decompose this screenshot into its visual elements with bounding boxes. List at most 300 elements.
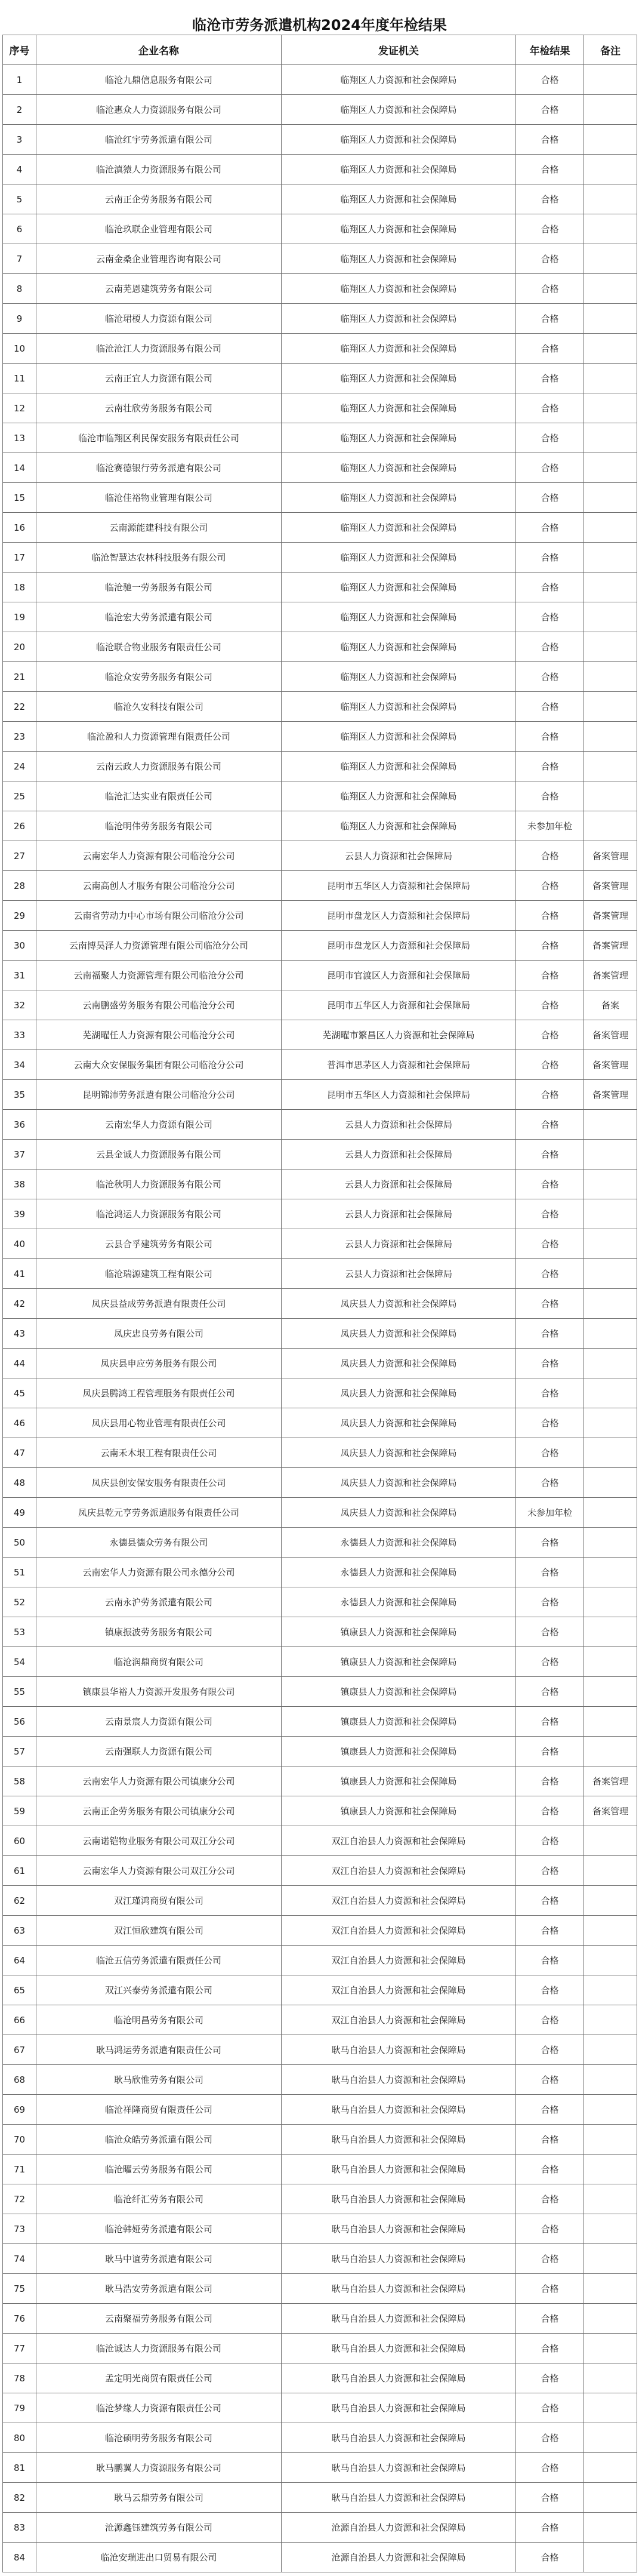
inspection-result: 合格	[516, 1140, 584, 1169]
table-row	[3, 1826, 637, 1856]
row-index: 4	[3, 155, 36, 184]
table-row	[3, 1378, 637, 1408]
remarks	[584, 423, 637, 453]
remarks: 备案管理	[584, 931, 637, 961]
inspection-result: 合格	[516, 901, 584, 931]
inspection-result: 合格	[516, 692, 584, 722]
remarks	[584, 513, 637, 543]
row-index: 46	[3, 1408, 36, 1438]
table-row	[3, 1229, 637, 1259]
issuing-authority: 耿马自治县人力资源和社会保障局	[282, 2244, 516, 2274]
issuing-authority: 临翔区人力资源和社会保障局	[282, 155, 516, 184]
issuing-authority: 镇康县人力资源和社会保障局	[282, 1617, 516, 1647]
remarks	[584, 573, 637, 602]
table-row	[3, 871, 637, 901]
row-index: 3	[3, 125, 36, 155]
table-row	[3, 2513, 637, 2543]
issuing-authority: 沧源自治县人力资源和社会保障局	[282, 2513, 516, 2543]
inspection-result: 合格	[516, 1259, 584, 1289]
remarks	[584, 184, 637, 214]
company-name: 云南省劳动力中心市场有限公司临沧分公司	[36, 901, 282, 931]
table-row	[3, 95, 637, 125]
table-row	[3, 781, 637, 811]
table-row	[3, 1020, 637, 1050]
row-index: 22	[3, 692, 36, 722]
table-row	[3, 2304, 637, 2334]
remarks	[584, 2125, 637, 2155]
remarks	[584, 1498, 637, 1528]
company-name: 云南正企劳务服务有限公司镇康分公司	[36, 1796, 282, 1826]
remarks	[584, 632, 637, 662]
table-row	[3, 1259, 637, 1289]
company-name: 临沧纤汇劳务有限公司	[36, 2184, 282, 2214]
remarks: 备案管理	[584, 901, 637, 931]
company-name: 云南宏华人力资源有限公司镇康分公司	[36, 1766, 282, 1796]
row-index: 47	[3, 1438, 36, 1468]
issuing-authority: 镇康县人力资源和社会保障局	[282, 1737, 516, 1766]
company-name: 临沧惠众人力资源服务有限公司	[36, 95, 282, 125]
inspection-result: 合格	[516, 2065, 584, 2095]
remarks	[584, 1408, 637, 1438]
issuing-authority: 芜湖曜市繁昌区人力资源和社会保障局	[282, 1020, 516, 1050]
row-index: 7	[3, 244, 36, 274]
row-index: 59	[3, 1796, 36, 1826]
inspection-result: 合格	[516, 1020, 584, 1050]
row-index: 58	[3, 1766, 36, 1796]
row-index: 33	[3, 1020, 36, 1050]
issuing-authority: 凤庆县人力资源和社会保障局	[282, 1378, 516, 1408]
inspection-result: 合格	[516, 244, 584, 274]
row-index: 83	[3, 2513, 36, 2543]
inspection-result: 合格	[516, 543, 584, 573]
company-name: 临沧久安科技有限公司	[36, 692, 282, 722]
company-name: 临沧硕明劳务服务有限公司	[36, 2423, 282, 2453]
table-row	[3, 2423, 637, 2453]
company-name: 云南景宸人力资源有限公司	[36, 1707, 282, 1737]
table-row	[3, 2244, 637, 2274]
row-index: 65	[3, 1975, 36, 2005]
row-index: 75	[3, 2274, 36, 2304]
row-index: 82	[3, 2483, 36, 2513]
inspection-result: 合格	[516, 155, 584, 184]
issuing-authority: 临翔区人力资源和社会保障局	[282, 393, 516, 423]
table-row	[3, 334, 637, 364]
inspection-result: 合格	[516, 1169, 584, 1199]
issuing-authority: 耿马自治县人力资源和社会保障局	[282, 2304, 516, 2334]
row-index: 13	[3, 423, 36, 453]
inspection-result: 合格	[516, 2214, 584, 2244]
inspection-result: 合格	[516, 2363, 584, 2393]
remarks: 备案管理	[584, 1080, 637, 1110]
issuing-authority: 镇康县人力资源和社会保障局	[282, 1707, 516, 1737]
row-index: 64	[3, 1946, 36, 1975]
row-index: 2	[3, 95, 36, 125]
table-row	[3, 1408, 637, 1438]
table-row	[3, 2035, 637, 2065]
inspection-result: 合格	[516, 1707, 584, 1737]
row-index: 34	[3, 1050, 36, 1080]
row-index: 25	[3, 781, 36, 811]
company-name: 临沧祥隆商贸有限责任公司	[36, 2095, 282, 2125]
remarks	[584, 1349, 637, 1378]
issuing-authority: 临翔区人力资源和社会保障局	[282, 543, 516, 573]
inspection-result: 合格	[516, 1110, 584, 1140]
issuing-authority: 耿马自治县人力资源和社会保障局	[282, 2095, 516, 2125]
company-name: 临沧梦缘人力资源有限责任公司	[36, 2393, 282, 2423]
remarks	[584, 1587, 637, 1617]
table-row	[3, 1080, 637, 1110]
row-index: 31	[3, 961, 36, 990]
row-index: 11	[3, 364, 36, 393]
issuing-authority: 耿马自治县人力资源和社会保障局	[282, 2065, 516, 2095]
issuing-authority: 凤庆县人力资源和社会保障局	[282, 1408, 516, 1438]
company-name: 临沧众皓劳务派遣有限公司	[36, 2125, 282, 2155]
table-row	[3, 573, 637, 602]
row-index: 62	[3, 1886, 36, 1916]
company-name: 临沧盈和人力资源管理有限责任公司	[36, 722, 282, 752]
row-index: 72	[3, 2184, 36, 2214]
table-row	[3, 1946, 637, 1975]
company-name: 临沧明昌劳务有限公司	[36, 2005, 282, 2035]
table-row	[3, 841, 637, 871]
inspection-result: 合格	[516, 2095, 584, 2125]
company-name: 临沧赛德银行劳务派遣有限公司	[36, 453, 282, 483]
company-name: 云南宏华人力资源有限公司	[36, 1110, 282, 1140]
inspection-result: 合格	[516, 1826, 584, 1856]
remarks	[584, 1946, 637, 1975]
issuing-authority: 耿马自治县人力资源和社会保障局	[282, 2125, 516, 2155]
table-row	[3, 1617, 637, 1647]
table-row	[3, 1737, 637, 1766]
inspection-result: 合格	[516, 2244, 584, 2274]
issuing-authority: 临翔区人力资源和社会保障局	[282, 304, 516, 334]
inspection-result: 合格	[516, 1886, 584, 1916]
table-row	[3, 1050, 637, 1080]
row-index: 48	[3, 1468, 36, 1498]
issuing-authority: 临翔区人力资源和社会保障局	[282, 811, 516, 841]
company-name: 云南芜恩建筑劳务有限公司	[36, 274, 282, 304]
remarks	[584, 1558, 637, 1587]
company-name: 耿马欣惟劳务有限公司	[36, 2065, 282, 2095]
inspection-result: 合格	[516, 304, 584, 334]
remarks: 备案管理	[584, 871, 637, 901]
issuing-authority: 临翔区人力资源和社会保障局	[282, 483, 516, 513]
remarks	[584, 543, 637, 573]
inspection-result: 合格	[516, 423, 584, 453]
issuing-authority: 凤庆县人力资源和社会保障局	[282, 1498, 516, 1528]
remarks	[584, 2005, 637, 2035]
remarks	[584, 2334, 637, 2363]
issuing-authority: 凤庆县人力资源和社会保障局	[282, 1468, 516, 1498]
remarks	[584, 1378, 637, 1408]
remarks	[584, 1199, 637, 1229]
inspection-result: 合格	[516, 1199, 584, 1229]
company-name: 临沧市临翔区利民保安服务有限责任公司	[36, 423, 282, 453]
inspection-result: 合格	[516, 1229, 584, 1259]
company-name: 临沧明伟劳务服务有限公司	[36, 811, 282, 841]
table-row	[3, 2065, 637, 2095]
remarks	[584, 1617, 637, 1647]
remarks	[584, 1826, 637, 1856]
row-index: 1	[3, 65, 36, 95]
company-name: 临沧汇达实业有限责任公司	[36, 781, 282, 811]
row-index: 27	[3, 841, 36, 871]
inspection-result: 合格	[516, 483, 584, 513]
table-row	[3, 1916, 637, 1946]
row-index: 73	[3, 2214, 36, 2244]
row-index: 18	[3, 573, 36, 602]
inspection-result: 合格	[516, 961, 584, 990]
issuing-authority: 临翔区人力资源和社会保障局	[282, 662, 516, 692]
remarks	[584, 1528, 637, 1558]
table-row	[3, 1169, 637, 1199]
issuing-authority: 双江自治县人力资源和社会保障局	[282, 1975, 516, 2005]
remarks: 备案	[584, 990, 637, 1020]
issuing-authority: 昆明市五华区人力资源和社会保障局	[282, 1080, 516, 1110]
table-row	[3, 155, 637, 184]
issuing-authority: 凤庆县人力资源和社会保障局	[282, 1349, 516, 1378]
inspection-result: 合格	[516, 1558, 584, 1587]
remarks: 备案管理	[584, 841, 637, 871]
row-index: 35	[3, 1080, 36, 1110]
company-name: 耿马鸿运劳务派遣有限责任公司	[36, 2035, 282, 2065]
row-index: 8	[3, 274, 36, 304]
table-row	[3, 214, 637, 244]
table-row	[3, 1856, 637, 1886]
inspection-result: 合格	[516, 2393, 584, 2423]
row-index: 20	[3, 632, 36, 662]
table-row	[3, 2184, 637, 2214]
company-name: 云南正宜人力资源有限公司	[36, 364, 282, 393]
company-name: 凤庆县创安保安服务有限责任公司	[36, 1468, 282, 1498]
table-row	[3, 1498, 637, 1528]
inspection-result: 合格	[516, 2453, 584, 2483]
remarks: 备案管理	[584, 1020, 637, 1050]
row-index: 6	[3, 214, 36, 244]
company-name: 双江兴泰劳务派遣有限公司	[36, 1975, 282, 2005]
row-index: 79	[3, 2393, 36, 2423]
inspection-result: 合格	[516, 632, 584, 662]
remarks	[584, 1169, 637, 1199]
company-name: 云南强联人力资源有限公司	[36, 1737, 282, 1766]
issuing-authority: 临翔区人力资源和社会保障局	[282, 573, 516, 602]
issuing-authority: 云县人力资源和社会保障局	[282, 1140, 516, 1169]
remarks	[584, 1916, 637, 1946]
company-name: 云南正企劳务服务有限公司	[36, 184, 282, 214]
inspection-result: 合格	[516, 1796, 584, 1826]
company-name: 临沧秋明人力资源服务有限公司	[36, 1169, 282, 1199]
row-index: 40	[3, 1229, 36, 1259]
inspection-result: 合格	[516, 393, 584, 423]
remarks	[584, 214, 637, 244]
table-row	[3, 2483, 637, 2513]
inspection-result: 合格	[516, 1468, 584, 1498]
inspection-result: 合格	[516, 2304, 584, 2334]
remarks	[584, 1737, 637, 1766]
row-index: 38	[3, 1169, 36, 1199]
issuing-authority: 昆明市五华区人力资源和社会保障局	[282, 990, 516, 1020]
inspection-result: 合格	[516, 1677, 584, 1707]
company-name: 临沧曜云劳务服务有限公司	[36, 2155, 282, 2184]
table-row	[3, 2453, 637, 2483]
issuing-authority: 临翔区人力资源和社会保障局	[282, 364, 516, 393]
row-index: 37	[3, 1140, 36, 1169]
remarks	[584, 393, 637, 423]
issuing-authority: 临翔区人力资源和社会保障局	[282, 334, 516, 364]
row-index: 74	[3, 2244, 36, 2274]
inspection-result: 合格	[516, 1528, 584, 1558]
remarks	[584, 2483, 637, 2513]
remarks	[584, 125, 637, 155]
table-row	[3, 901, 637, 931]
issuing-authority: 临翔区人力资源和社会保障局	[282, 125, 516, 155]
remarks: 备案管理	[584, 1050, 637, 1080]
remarks	[584, 1647, 637, 1677]
row-index: 81	[3, 2453, 36, 2483]
issuing-authority: 凤庆县人力资源和社会保障局	[282, 1319, 516, 1349]
table-row	[3, 1349, 637, 1378]
table-row	[3, 1468, 637, 1498]
issuing-authority: 临翔区人力资源和社会保障局	[282, 513, 516, 543]
issuing-authority: 耿马自治县人力资源和社会保障局	[282, 2393, 516, 2423]
row-index: 50	[3, 1528, 36, 1558]
remarks: 备案管理	[584, 1766, 637, 1796]
inspection-result: 合格	[516, 2035, 584, 2065]
remarks	[584, 2543, 637, 2572]
inspection-result: 合格	[516, 1050, 584, 1080]
inspection-result: 合格	[516, 2125, 584, 2155]
table-row	[3, 184, 637, 214]
inspection-result: 合格	[516, 841, 584, 871]
issuing-authority: 耿马自治县人力资源和社会保障局	[282, 2184, 516, 2214]
table-row	[3, 961, 637, 990]
issuing-authority: 镇康县人力资源和社会保障局	[282, 1796, 516, 1826]
remarks	[584, 2423, 637, 2453]
issuing-authority: 凤庆县人力资源和社会保障局	[282, 1289, 516, 1319]
remarks	[584, 722, 637, 752]
issuing-authority: 临翔区人力资源和社会保障局	[282, 752, 516, 781]
issuing-authority: 双江自治县人力资源和社会保障局	[282, 1826, 516, 1856]
company-name: 凤庆忠良劳务有限公司	[36, 1319, 282, 1349]
company-name: 云南宏华人力资源有限公司永德分公司	[36, 1558, 282, 1587]
issuing-authority: 昆明市官渡区人力资源和社会保障局	[282, 961, 516, 990]
row-index: 28	[3, 871, 36, 901]
company-name: 双江瑾鸿商贸有限公司	[36, 1886, 282, 1916]
inspection-result: 合格	[516, 602, 584, 632]
table-row	[3, 543, 637, 573]
issuing-authority: 耿马自治县人力资源和社会保障局	[282, 2035, 516, 2065]
row-index: 30	[3, 931, 36, 961]
remarks	[584, 811, 637, 841]
company-name: 临沧鸿运人力资源服务有限公司	[36, 1199, 282, 1229]
inspection-result: 合格	[516, 931, 584, 961]
remarks	[584, 2184, 637, 2214]
inspection-result: 合格	[516, 2513, 584, 2543]
table-row	[3, 1707, 637, 1737]
company-name: 沧源鑫钰建筑劳务有限公司	[36, 2513, 282, 2543]
issuing-authority: 云县人力资源和社会保障局	[282, 841, 516, 871]
inspection-result: 合格	[516, 573, 584, 602]
table-row	[3, 811, 637, 841]
remarks	[584, 274, 637, 304]
company-name: 临沧韩娅劳务派遣有限公司	[36, 2214, 282, 2244]
company-name: 临沧智慧达农林科技服务有限公司	[36, 543, 282, 573]
table-row	[3, 1796, 637, 1826]
row-index: 26	[3, 811, 36, 841]
company-name: 孟定明光商贸有限责任公司	[36, 2363, 282, 2393]
table-row	[3, 483, 637, 513]
table-row	[3, 1647, 637, 1677]
company-name: 耿马中谊劳务派遣有限公司	[36, 2244, 282, 2274]
company-name: 云南大众安保服务集团有限公司临沧分公司	[36, 1050, 282, 1080]
issuing-authority: 凤庆县人力资源和社会保障局	[282, 1438, 516, 1468]
row-index: 76	[3, 2304, 36, 2334]
table-row	[3, 602, 637, 632]
remarks	[584, 1886, 637, 1916]
row-index: 19	[3, 602, 36, 632]
remarks	[584, 95, 637, 125]
row-index: 61	[3, 1856, 36, 1886]
table-header-row	[3, 35, 637, 65]
issuing-authority: 昆明市盘龙区人力资源和社会保障局	[282, 931, 516, 961]
inspection-result: 合格	[516, 513, 584, 543]
company-name: 耿马云鼎劳务有限公司	[36, 2483, 282, 2513]
inspection-result: 合格	[516, 125, 584, 155]
table-body	[3, 65, 637, 2572]
company-name: 芜湖曜任人力资源有限公司临沧分公司	[36, 1020, 282, 1050]
header-index: 序号	[3, 35, 36, 65]
issuing-authority: 临翔区人力资源和社会保障局	[282, 692, 516, 722]
company-name: 云南宏华人力资源有限公司临沧分公司	[36, 841, 282, 871]
row-index: 32	[3, 990, 36, 1020]
remarks	[584, 2035, 637, 2065]
inspection-result: 合格	[516, 781, 584, 811]
remarks	[584, 1140, 637, 1169]
row-index: 77	[3, 2334, 36, 2363]
company-name: 临沧安瑞进出口贸易有限公司	[36, 2543, 282, 2572]
header-company-name: 企业名称	[36, 35, 282, 65]
table-row	[3, 304, 637, 334]
issuing-authority: 临翔区人力资源和社会保障局	[282, 722, 516, 752]
table-row	[3, 931, 637, 961]
table-row	[3, 2095, 637, 2125]
inspection-result: 合格	[516, 990, 584, 1020]
table-row	[3, 1677, 637, 1707]
table-row	[3, 1319, 637, 1349]
table-row	[3, 2393, 637, 2423]
inspection-result: 合格	[516, 662, 584, 692]
issuing-authority: 永德县人力资源和社会保障局	[282, 1558, 516, 1587]
table-row	[3, 2155, 637, 2184]
company-name: 临沧滇猿人力资源服务有限公司	[36, 155, 282, 184]
row-index: 66	[3, 2005, 36, 2035]
table-row	[3, 2543, 637, 2572]
issuing-authority: 普洱市思茅区人力资源和社会保障局	[282, 1050, 516, 1080]
row-index: 54	[3, 1647, 36, 1677]
row-index: 69	[3, 2095, 36, 2125]
inspection-result: 未参加年检	[516, 1498, 584, 1528]
table-row	[3, 453, 637, 483]
inspection-result: 合格	[516, 1647, 584, 1677]
row-index: 10	[3, 334, 36, 364]
issuing-authority: 临翔区人力资源和社会保障局	[282, 453, 516, 483]
issuing-authority: 云县人力资源和社会保障局	[282, 1110, 516, 1140]
row-index: 63	[3, 1916, 36, 1946]
row-index: 21	[3, 662, 36, 692]
row-index: 5	[3, 184, 36, 214]
remarks	[584, 2244, 637, 2274]
issuing-authority: 临翔区人力资源和社会保障局	[282, 184, 516, 214]
